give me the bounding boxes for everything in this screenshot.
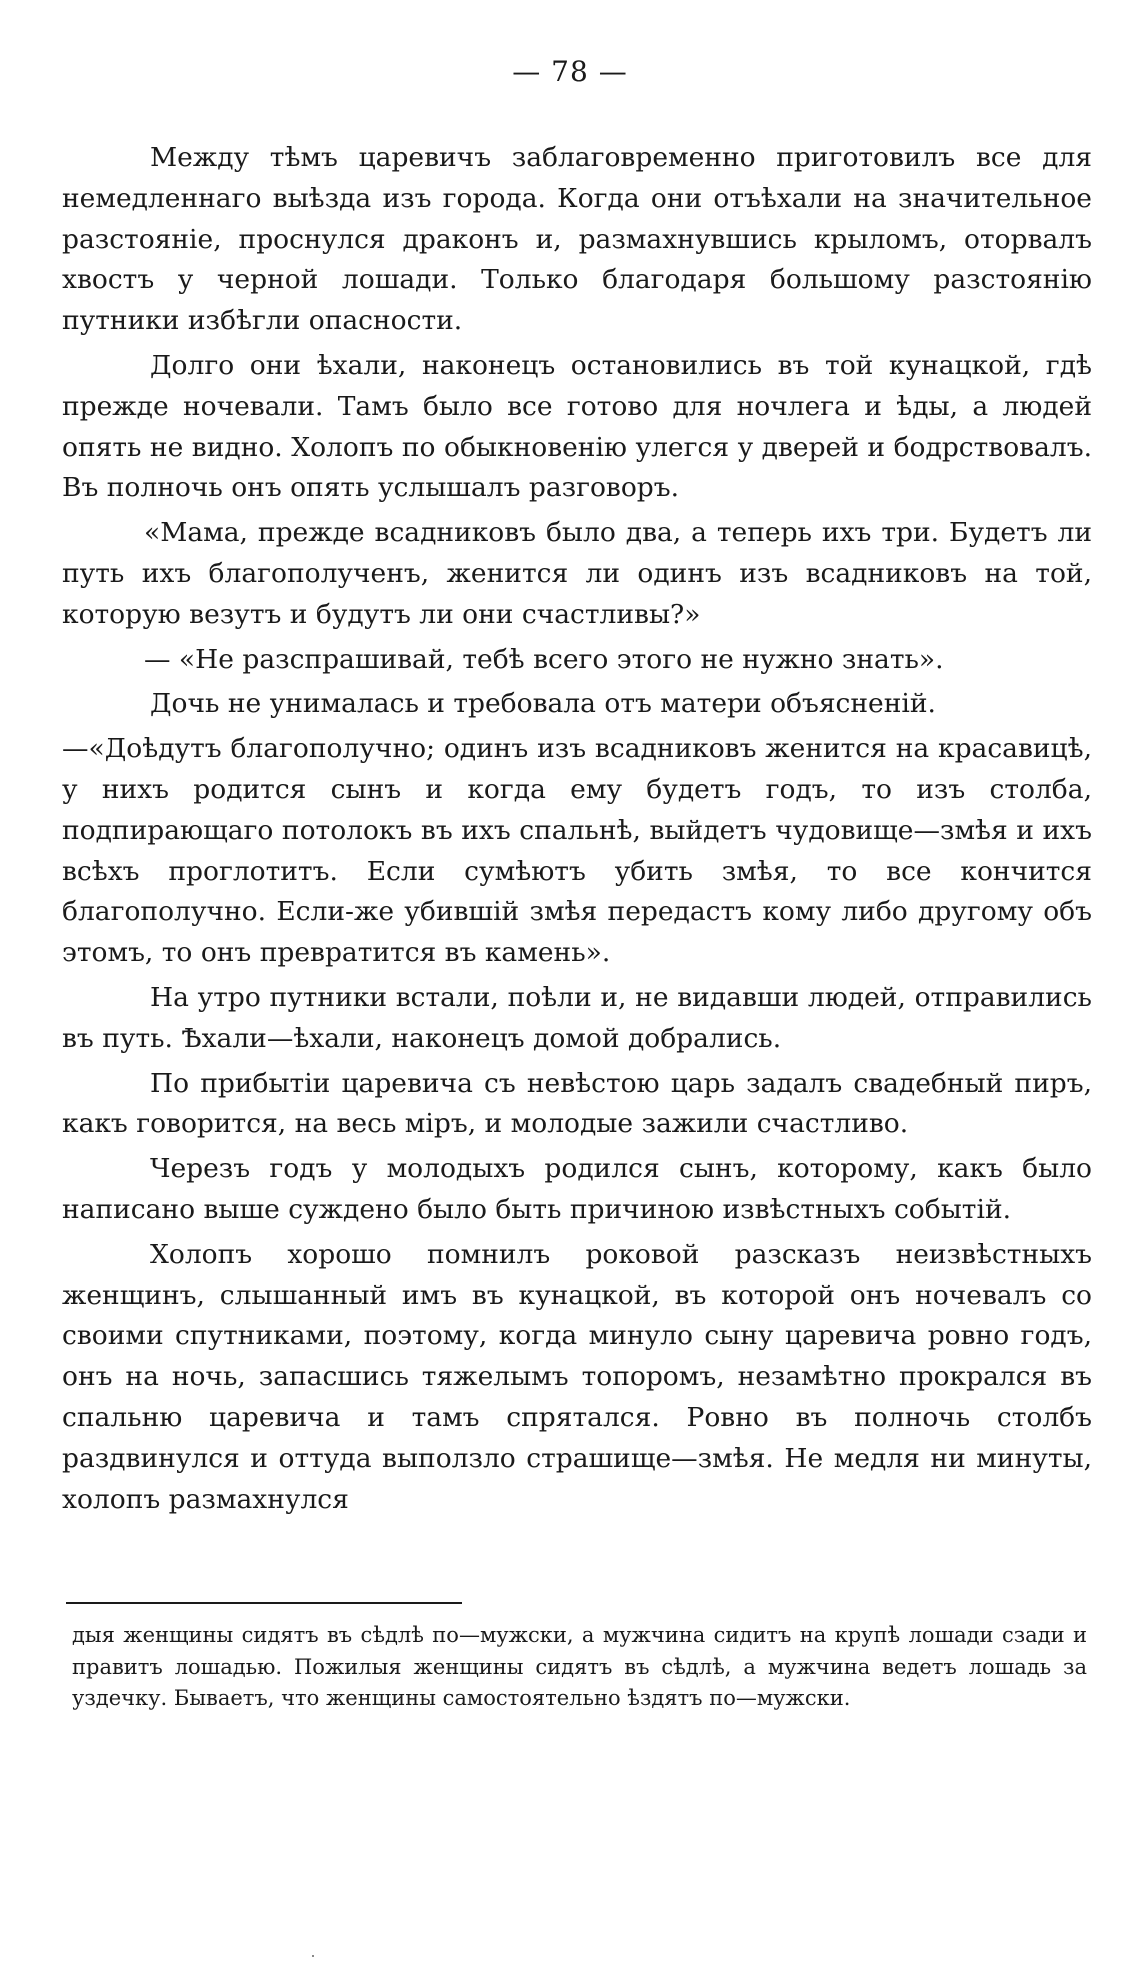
page-number: — 78 —: [512, 55, 628, 88]
footnote: дыя женщины сидятъ въ сѣдлѣ по—мужски, а мужчина сидитъ на крупѣ лошади сзади и правитъ лошадью. Пожилыя женщины сидятъ въ сѣдлѣ, а мужчина ведетъ лошадь за уздечку. Бываетъ, что женщины самостоятельно ѣздятъ по—мужски.: [72, 1623, 1087, 1710]
scan-speck: [312, 1955, 314, 1957]
paragraph: Черезъ годъ у молодыхъ родился сынъ, которому, какъ было написано выше суждено было быть причиною извѣстныхъ событій.: [62, 1153, 1092, 1225]
footnote-divider: [66, 1602, 462, 1604]
paragraph: Дочь не унималась и требовала отъ матери объясненій.: [150, 688, 936, 720]
paragraph: —«Доѣдутъ благополучно; одинъ изъ всадниковъ женится на красавицѣ, у нихъ родится сынъ и когда ему будетъ годъ, то изъ столба, подпирающаго потолокъ въ ихъ спальнѣ, выйдетъ чудовище—змѣя и ихъ всѣхъ проглотитъ. Если сумѣютъ убить змѣя, то все кончится благополучно. Если-же убившій змѣя передастъ кому либо другому объ этомъ, то онъ превратится въ камень».: [62, 733, 1092, 969]
main-text: [62, 138, 1092, 1524]
paragraph: «Мама, прежде всадниковъ было два, а теперь ихъ три. Будетъ ли путь ихъ благополученъ, женится ли одинъ изъ всадниковъ на той, которую везутъ и будутъ ли они счастливы?»: [62, 517, 1092, 630]
paragraph: На утро путники встали, поѣли и, не видавши людей, отправились въ путь. Ѣхали—ѣхали, наконецъ домой добрались.: [62, 981, 1092, 1054]
paragraph: Долго они ѣхали, наконецъ остановились въ той кунацкой, гдѣ прежде ночевали. Тамъ было все готово для ночлега и ѣды, а людей опять не видно. Холопъ по обыкновенію улегся у дверей и бодрствовалъ. Въ полночь онъ опять услышалъ разговоръ.: [62, 349, 1092, 504]
paragraph: — «Не разспрашивай, тебѣ всего этого не нужно знать».: [144, 643, 944, 675]
paragraph: Между тѣмъ царевичъ заблаговременно приготовилъ все для немедленнаго выѣзда изъ города. Когда они отъѣхали на значительное разстояніе, проснулся драконъ и, размахнувшись крыломъ, оторвалъ хвостъ у черной лошади. Только благодаря большому разстоянію путники избѣгли опасности.: [62, 142, 1092, 337]
paragraph: По прибытіи царевича съ невѣстою царь задалъ свадебный пиръ, какъ говорится, на весь міръ, и молодые зажили счастливо.: [62, 1067, 1092, 1140]
paragraph: Холопъ хорошо помнилъ роковой разсказъ неизвѣстныхъ женщинъ, слышанный имъ въ кунацкой, въ которой онъ ночевалъ со своими спутниками, поэтому, когда минуло сыну царевича ровно годъ, онъ на ночь, запасшись тяжелымъ топоромъ, незамѣтно прокрался въ спальню царевича и тамъ спрятался. Ровно въ полночь столбъ раздвинулся и оттуда выползло страшище—змѣя. Не медля ни минуты, холопъ размахнулся: [62, 1238, 1092, 1515]
